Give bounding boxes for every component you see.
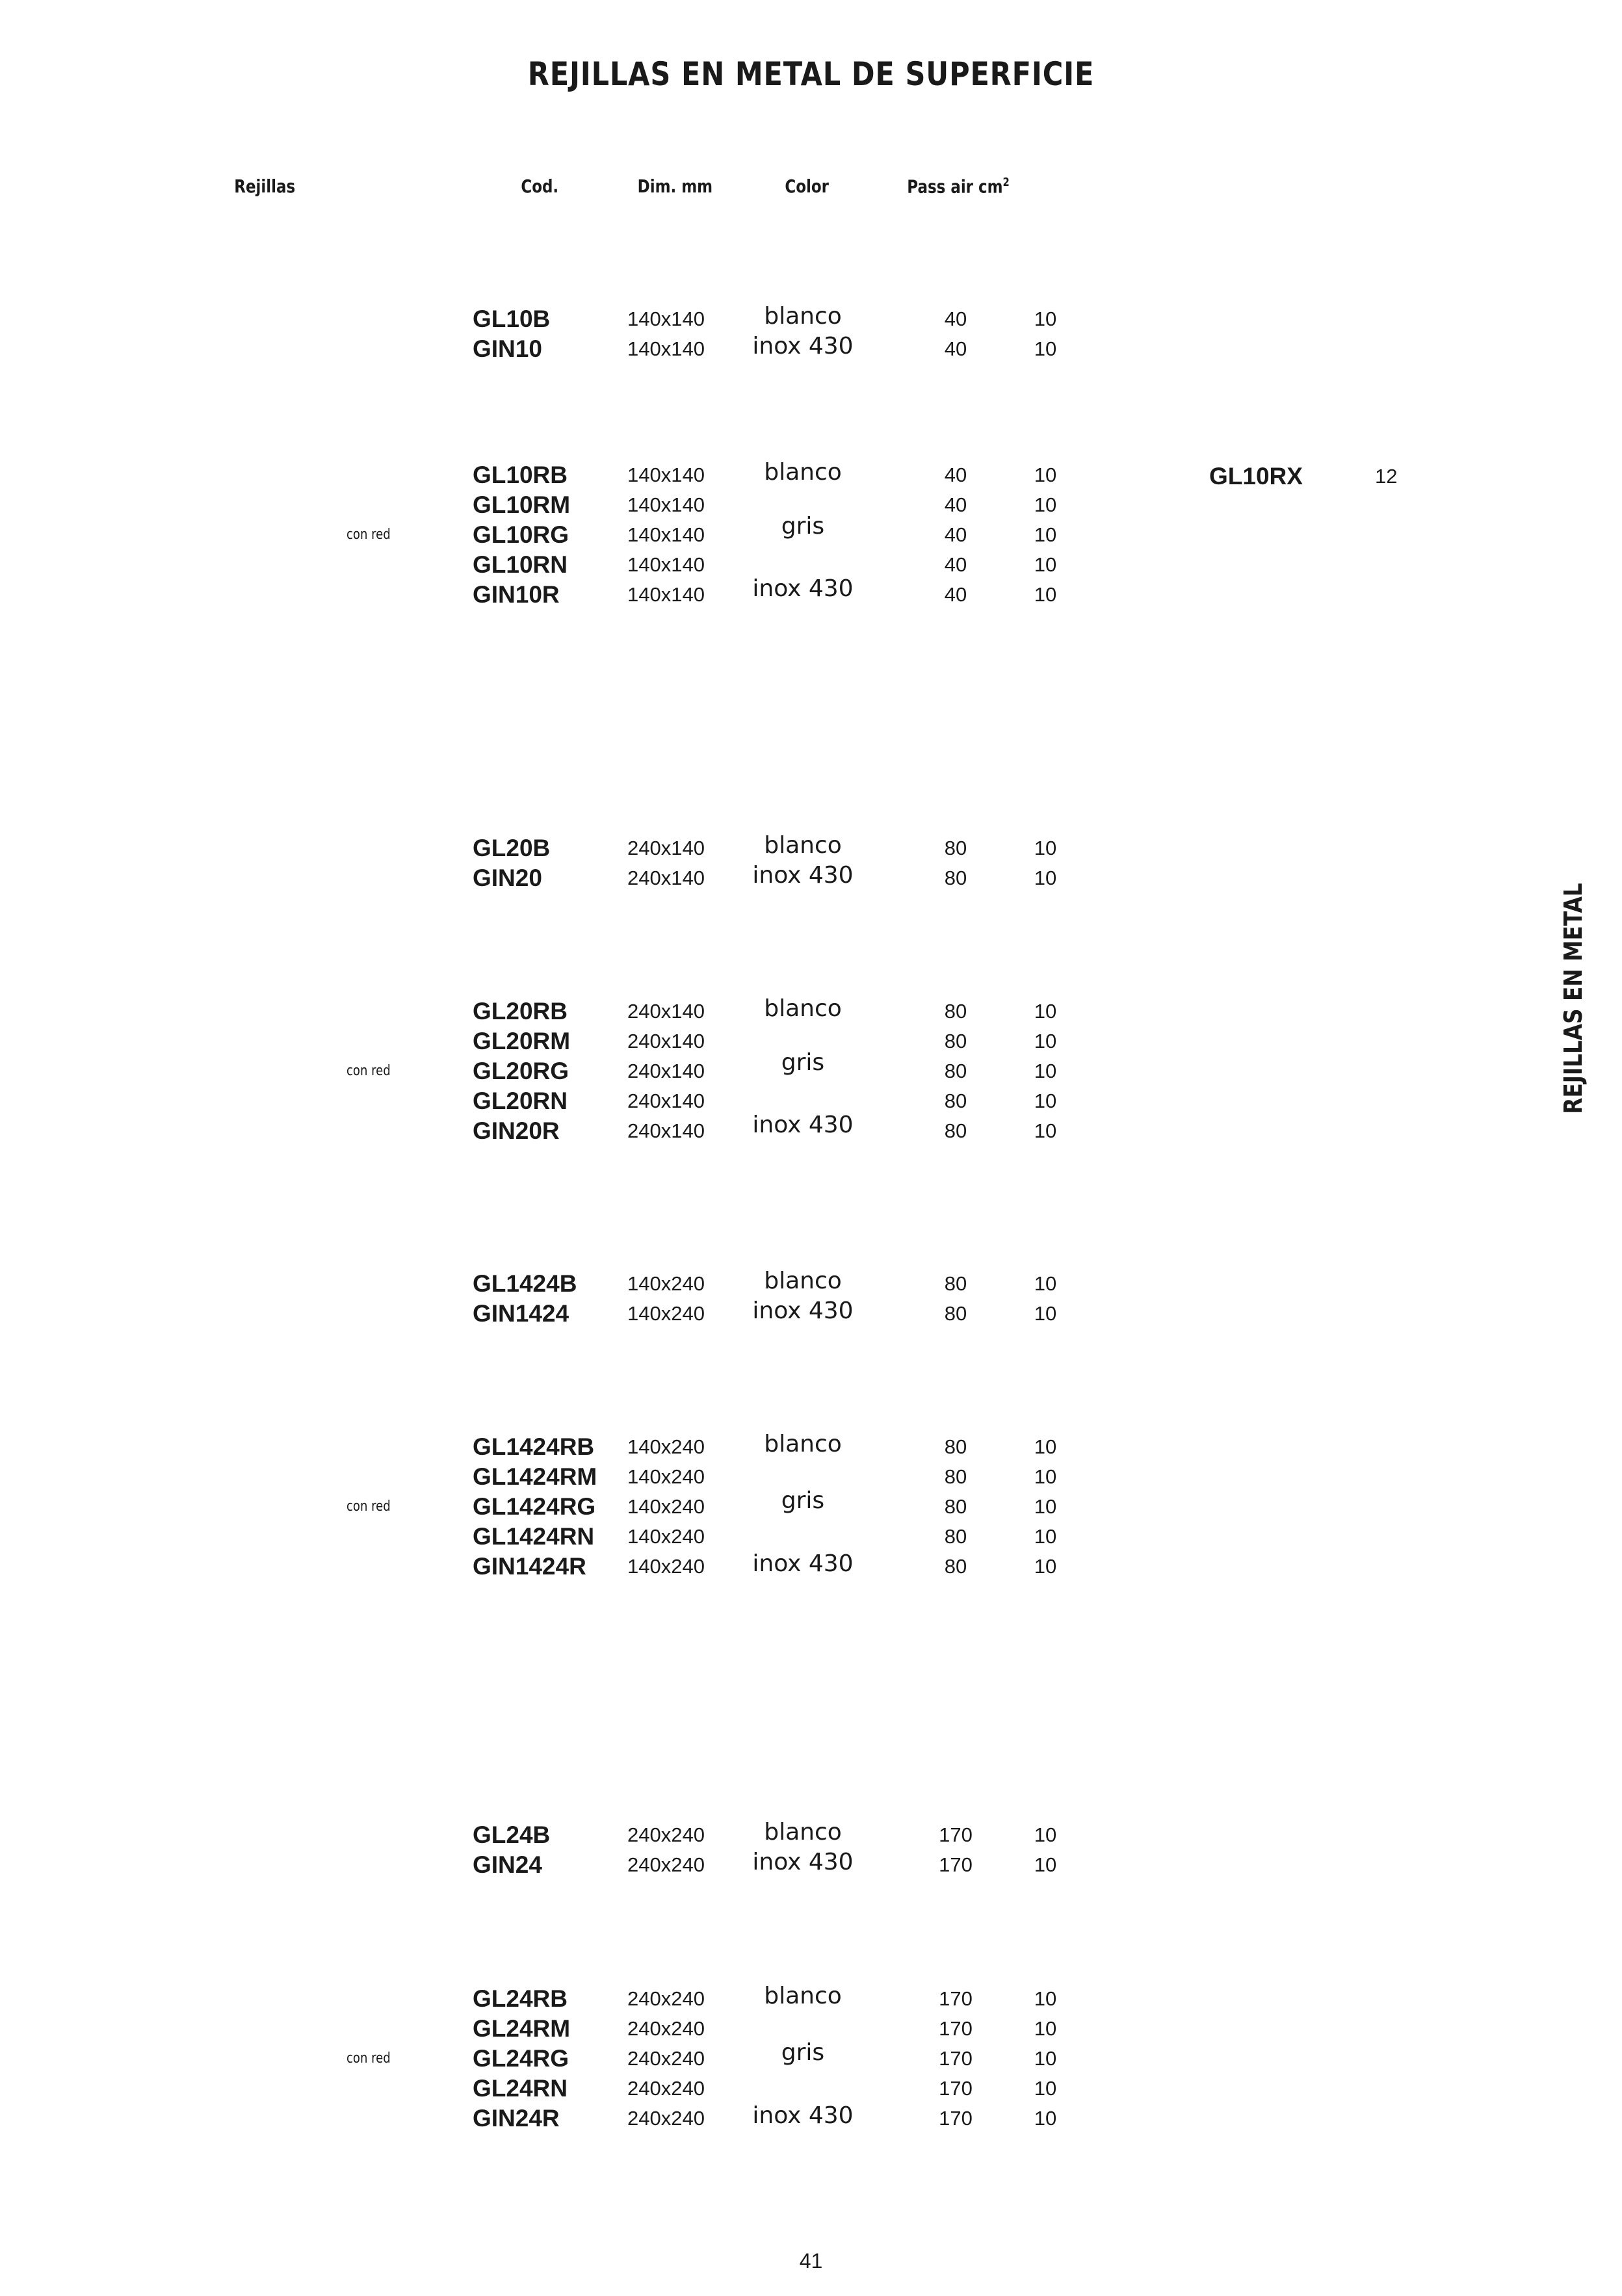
product-pass-air: 170 — [939, 2047, 973, 2070]
product-quantity: 10 — [1034, 307, 1057, 330]
product-quantity: 10 — [1034, 523, 1057, 546]
product-code: GIN20 — [473, 865, 542, 891]
product-quantity: 10 — [1034, 463, 1057, 486]
extra-product-quantity: 12 — [1375, 465, 1398, 488]
product-code: GIN1424R — [473, 1553, 586, 1580]
product-color: inox 430 — [752, 862, 854, 889]
product-code: GL10RN — [473, 551, 568, 578]
product-pass-air: 80 — [944, 1030, 967, 1052]
product-quantity: 10 — [1034, 553, 1057, 576]
product-quantity: 10 — [1034, 1555, 1057, 1578]
product-code: GL10B — [473, 306, 551, 332]
product-code: GIN24R — [473, 2105, 560, 2132]
product-code: GL24RN — [473, 2075, 568, 2102]
product-pass-air: 170 — [939, 2017, 973, 2040]
con-red-label: con red — [347, 2050, 391, 2067]
product-code: GL24RM — [473, 2015, 571, 2042]
product-quantity: 10 — [1034, 2077, 1057, 2100]
header-rejillas: Rejillas — [234, 176, 296, 197]
product-pass-air: 80 — [944, 1302, 967, 1325]
product-code: GL24RB — [473, 1985, 568, 2012]
product-quantity: 10 — [1034, 1089, 1057, 1112]
product-color: gris — [781, 2039, 825, 2067]
product-pass-air: 80 — [944, 1060, 967, 1082]
product-code: GL20RM — [473, 1028, 571, 1054]
product-pass-air: 80 — [944, 1435, 967, 1458]
product-code: GL24B — [473, 1821, 551, 1848]
product-quantity: 10 — [1034, 837, 1057, 859]
product-code: GL20RN — [473, 1088, 568, 1114]
product-quantity: 10 — [1034, 493, 1057, 516]
product-code: GIN10R — [473, 581, 560, 608]
product-color: gris — [781, 1049, 825, 1076]
product-dimensions: 140x140 — [627, 337, 705, 360]
product-pass-air: 170 — [939, 1987, 973, 2010]
page-title: REJILLAS EN METAL DE SUPERFICIE — [527, 55, 1095, 93]
product-dimensions: 140x140 — [627, 463, 705, 486]
product-color: inox 430 — [752, 1849, 854, 1875]
con-red-label: con red — [347, 1498, 391, 1515]
product-dimensions: 140x140 — [627, 307, 705, 330]
product-code: GL10RB — [473, 462, 568, 488]
product-quantity: 10 — [1034, 1495, 1057, 1518]
product-quantity: 10 — [1034, 1119, 1057, 1142]
product-dimensions: 240x140 — [627, 1089, 705, 1112]
product-dimensions: 140x240 — [627, 1555, 705, 1578]
product-color: blanco — [764, 1431, 842, 1457]
extra-product-code: GL10RX — [1209, 463, 1303, 489]
product-color: blanco — [764, 1268, 842, 1294]
product-pass-air: 80 — [944, 837, 967, 859]
product-pass-air: 80 — [944, 1465, 967, 1488]
product-dimensions: 240x240 — [627, 2107, 705, 2130]
product-pass-air: 40 — [944, 307, 967, 330]
product-pass-air: 80 — [944, 1000, 967, 1023]
product-color: blanco — [764, 303, 842, 330]
product-quantity: 10 — [1034, 1000, 1057, 1023]
header-cod: Cod. — [521, 176, 559, 197]
product-code: GL24RG — [473, 2045, 569, 2072]
product-color: blanco — [764, 832, 842, 859]
header-color: Color — [785, 176, 830, 197]
table-row — [0, 2074, 1622, 2104]
product-dimensions: 140x240 — [627, 1495, 705, 1518]
product-dimensions: 240x140 — [627, 1030, 705, 1052]
product-code: GIN10 — [473, 335, 542, 362]
product-color: blanco — [764, 1983, 842, 2009]
con-red-label: con red — [347, 527, 391, 543]
product-quantity: 10 — [1034, 2047, 1057, 2070]
product-quantity: 10 — [1034, 1302, 1057, 1325]
product-quantity: 10 — [1034, 1030, 1057, 1052]
product-quantity: 10 — [1034, 583, 1057, 606]
product-pass-air: 80 — [944, 1525, 967, 1548]
product-quantity: 10 — [1034, 1987, 1057, 2010]
product-quantity: 10 — [1034, 1465, 1057, 1488]
product-pass-air: 80 — [944, 1119, 967, 1142]
product-quantity: 10 — [1034, 2107, 1057, 2130]
product-dimensions: 140x240 — [627, 1435, 705, 1458]
product-pass-air: 40 — [944, 583, 967, 606]
product-code: GL20B — [473, 835, 551, 861]
product-dimensions: 240x240 — [627, 2017, 705, 2040]
product-dimensions: 140x140 — [627, 493, 705, 516]
product-dimensions: 240x140 — [627, 1060, 705, 1082]
product-color: inox 430 — [752, 333, 854, 359]
product-quantity: 10 — [1034, 1525, 1057, 1548]
product-color: inox 430 — [752, 575, 854, 603]
product-pass-air: 170 — [939, 1823, 973, 1846]
product-dimensions: 240x240 — [627, 1987, 705, 2010]
con-red-label: con red — [347, 1063, 391, 1079]
product-dimensions: 140x240 — [627, 1272, 705, 1295]
product-code: GL1424RN — [473, 1523, 595, 1550]
product-pass-air: 40 — [944, 523, 967, 546]
product-color: inox 430 — [752, 1298, 854, 1324]
product-color: blanco — [764, 995, 842, 1022]
product-dimensions: 140x240 — [627, 1302, 705, 1325]
product-quantity: 10 — [1034, 1272, 1057, 1295]
product-code: GL1424RB — [473, 1433, 595, 1460]
product-color: inox 430 — [752, 2102, 854, 2129]
product-pass-air: 80 — [944, 1495, 967, 1518]
product-pass-air: 40 — [944, 493, 967, 516]
product-dimensions: 140x240 — [627, 1465, 705, 1488]
product-dimensions: 240x240 — [627, 1823, 705, 1846]
table-row — [0, 1522, 1622, 1552]
page-number: 41 — [799, 2249, 823, 2273]
product-code: GIN20R — [473, 1117, 560, 1144]
product-pass-air: 170 — [939, 2077, 973, 2100]
product-code: GL1424RG — [473, 1493, 596, 1520]
product-code: GL20RG — [473, 1058, 569, 1084]
side-section-label: REJILLAS EN METAL — [1559, 883, 1588, 1114]
product-dimensions: 140x140 — [627, 553, 705, 576]
header-pass-air: Pass air $cm^2$ — [907, 176, 1010, 198]
product-dimensions: 140x140 — [627, 583, 705, 606]
header-dim: Dim. mm — [637, 176, 713, 197]
product-dimensions: 240x140 — [627, 867, 705, 889]
product-dimensions: 240x140 — [627, 1119, 705, 1142]
product-quantity: 10 — [1034, 2017, 1057, 2040]
product-code: GL10RG — [473, 521, 569, 548]
product-color: gris — [781, 1487, 825, 1515]
product-quantity: 10 — [1034, 1060, 1057, 1082]
product-color: inox 430 — [752, 1550, 854, 1577]
product-pass-air: 80 — [944, 867, 967, 889]
product-code: GIN24 — [473, 1851, 542, 1878]
product-pass-air: 80 — [944, 1089, 967, 1112]
product-code: GIN1424 — [473, 1300, 569, 1327]
product-dimensions: 240x140 — [627, 1000, 705, 1023]
product-quantity: 10 — [1034, 1435, 1057, 1458]
product-dimensions: 240x240 — [627, 2047, 705, 2070]
product-dimensions: 240x240 — [627, 1853, 705, 1876]
product-color: gris — [781, 512, 825, 540]
product-quantity: 10 — [1034, 1853, 1057, 1876]
product-dimensions: 140x240 — [627, 1525, 705, 1548]
product-pass-air: 170 — [939, 1853, 973, 1876]
product-dimensions: 140x140 — [627, 523, 705, 546]
product-color: blanco — [764, 1819, 842, 1846]
product-quantity: 10 — [1034, 867, 1057, 889]
product-code: GL20RB — [473, 998, 568, 1024]
product-dimensions: 240x140 — [627, 837, 705, 859]
product-color: blanco — [764, 459, 842, 486]
product-quantity: 10 — [1034, 337, 1057, 360]
product-dimensions: 240x240 — [627, 2077, 705, 2100]
product-pass-air: 40 — [944, 553, 967, 576]
product-pass-air: 40 — [944, 337, 967, 360]
product-pass-air: 170 — [939, 2107, 973, 2130]
product-code: GL1424RM — [473, 1463, 597, 1490]
product-code: GL1424B — [473, 1270, 577, 1297]
product-quantity: 10 — [1034, 1823, 1057, 1846]
product-pass-air: 80 — [944, 1272, 967, 1295]
product-code: GL10RM — [473, 491, 571, 518]
product-pass-air: 40 — [944, 463, 967, 486]
product-color: inox 430 — [752, 1112, 854, 1139]
product-pass-air: 80 — [944, 1555, 967, 1578]
